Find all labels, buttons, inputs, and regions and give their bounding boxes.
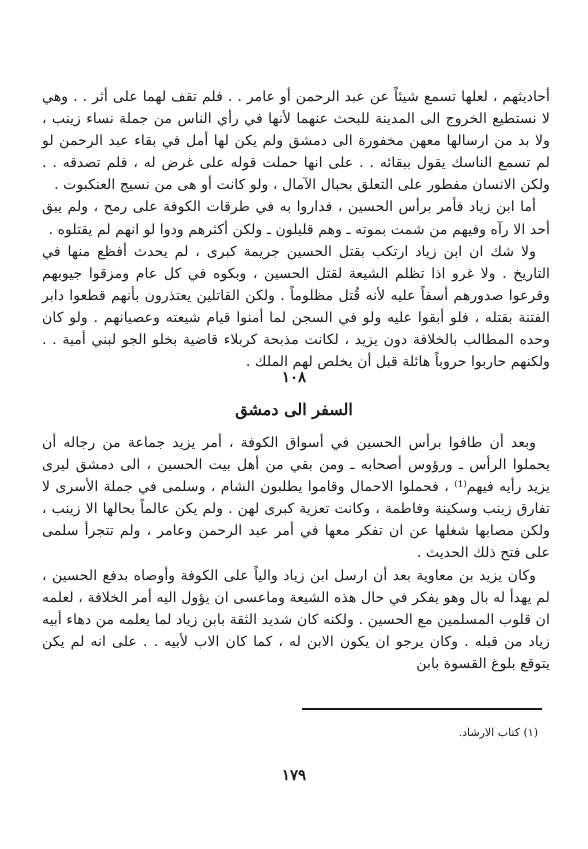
section-number: ١٠٨ (281, 368, 307, 386)
footnote: (١) كتاب الارشاد. (458, 726, 538, 739)
body-text-bottom (42, 432, 550, 675)
body-text-top (42, 86, 550, 373)
page-number: ١٧٩ (281, 766, 307, 784)
paragraph: وكان يزيد بن معاوية بعد أن ارسل ابن زياد والياً على الكوفة وأوصاه بدفع الحسين ، لم يهدأ له بال وهو يفكر في حال هذه الشيعة وماعسى ان يؤول اليه أمر الخلافة ، لعلمه ان قلوب المسلمين مع الحسين . ولكنه كان شديد الثقة بابن زياد لما يعلمه من دهاء أبيه زياد من قبله . وكان يرجو ان يكون الابن له ، كما كان الاب لأبيه . . على انه لم يكن يتوقع بلوغ القسوة بابن (42, 567, 550, 672)
paragraph: أما ابن زياد فأمر برأس الحسين ، فداروا به في طرقات الكوفة على رمح ، ولم يبق أحد الا رآه وفيهم من شمت بموته ـ وهم قليلون ـ ولكن أكثرهم ودوا لو انهم لم يقتلوه . (42, 199, 550, 238)
section-title: السفر الى دمشق (235, 400, 353, 419)
paragraph: ولا شك ان ابن زياد ارتكب بقتل الحسين جريمة كبرى ، لم يحدث أفظع منها في التاريخ . ولا غرو اذا تظلم الشيعة لقتل الحسين ، وبكوه في كل عام ومزقوا جيوبهم وقرعوا صدورهم أسفاً عليه لأنه قُتل مظلوماً . ولكن القاتلين يعتذرون بأنهم قطعوا دابر الفتنة بقتله ، فلو أبقوا عليه ولو في السجن لما أمنوا قيام شيعته وعصيانهم . ولو كان وحده المطالب بالخلافة دون يزيد ، لكانت مذبحة كربلاء قاضية بخلو الجو لبني أمية . . ولكنهم حاربوا حروباً هائلة قبل أن يخلص لهم الملك . (42, 243, 550, 371)
paragraph: وبعد أن طافوا برأس الحسين في أسواق الكوفة ، أمر يزيد جماعة من رجاله أن يحملوا الرأس ـ ورؤوس أصحابه ـ ومن بقي من أهل بيت الحسين ، الى دمشق ليرى يزيد رأيه فيهم⁽¹⁾ ، فحملوا الاحمال وقاموا يطلبون الشام ، وسلمى في جملة الأسرى لا تفارق زينب وسكينة وفاطمة ، وكانت تعزية كبرى لهن . ولم يكن عالماً بحالها الا زينب ، ولكن مصابها شغلها عن ان تفكر معها في أمر عبد الرحمن وعامر ، ولم تتجرأ سلمى على فتح ذلك الحديث . (42, 435, 550, 562)
footnote-divider (302, 708, 542, 710)
paragraph: أحاديثهم ، لعلها تسمع شيئاً عن عبد الرحمن أو عامر . . فلم تقف لهما على أثر . . وهي لا نستطيع الخروج الى المدينة للبحث عنهما لأنها في رأي الناس من جملة نساء زينب ، ولا بد من ارسالها معهن مخفورة الى دمشق ولم يكن لها أمل في بقاء عبد الرحمن لو لم تسمع الناسك يقول ببقائه . . على انها حملت قوله على غرض له ، فلم تصدقه . . ولكن الانسان مفطور على التعلق بحبال الآمال ، ولو كانت أو هى من نسيج العنكبوت . (42, 89, 550, 194)
